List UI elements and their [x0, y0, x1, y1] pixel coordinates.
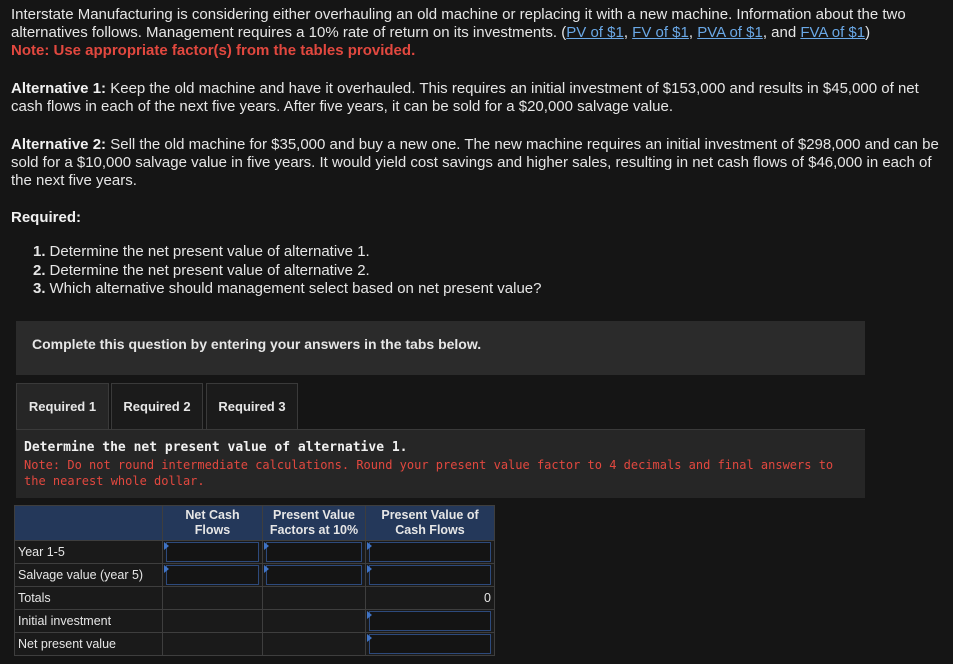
empty-cell	[263, 587, 366, 610]
table-row	[15, 541, 495, 564]
alternative-2	[11, 136, 939, 190]
required-heading: Required:	[11, 209, 82, 226]
header-pv-factors: Present Value Factors at 10%	[263, 506, 366, 541]
intro-note: Note: Use appropriate factor(s) from the tables provided.	[11, 42, 416, 59]
header-net-cash-flows: Net Cash Flows	[163, 506, 263, 541]
table-row	[15, 587, 495, 610]
empty-cell	[163, 633, 263, 656]
initial-investment-input[interactable]	[366, 610, 495, 633]
table-row	[15, 633, 495, 656]
link-pv[interactable]: PV of $1	[566, 24, 624, 41]
alternative-1	[11, 80, 939, 116]
cash-flow-input[interactable]	[163, 564, 263, 587]
required-list	[33, 243, 541, 299]
table-row	[15, 564, 495, 587]
tab-required-1[interactable]: Required 1	[16, 383, 109, 430]
pv-cash-flow-input[interactable]	[366, 564, 495, 587]
intro-text: Interstate Manufacturing is considering either overhauling an old machine or replacing it with a new machine. Information about the two alternatives follows. Management requires a 10% rate of return on its investments. (	[11, 6, 906, 41]
row-label: Net present value	[15, 633, 163, 656]
intro-paragraph: Interstate Manufacturing is considering either overhauling an old machine or replacing it with a new machine. Information about the two alternatives follows. Management requires a 10% rate of return on its investments. (PV of $1, FV of $1, PVA of $1, and FVA of $1) Note: Use appropriate factor(s) from the tables provided.	[11, 6, 906, 59]
pv-factor-input[interactable]	[263, 541, 366, 564]
link-fv[interactable]: FV of $1	[632, 24, 689, 41]
empty-cell	[263, 610, 366, 633]
row-label: Year 1-5	[15, 541, 163, 564]
npv-input[interactable]	[366, 633, 495, 656]
cash-flow-input[interactable]	[163, 541, 263, 564]
pv-cash-flow-input[interactable]	[366, 541, 495, 564]
totals-value: 0	[366, 587, 495, 610]
instruction-banner: Complete this question by entering your answers in the tabs below.	[16, 321, 865, 375]
link-pva[interactable]: PVA of $1	[697, 24, 763, 41]
row-label: Initial investment	[15, 610, 163, 633]
header-blank	[15, 506, 163, 541]
required-item: 3. Which alternative should management select based on net present value?	[33, 280, 542, 297]
npv-table	[14, 505, 495, 656]
row-label: Salvage value (year 5)	[15, 564, 163, 587]
table-row	[15, 610, 495, 633]
question-panel	[16, 429, 865, 498]
empty-cell	[163, 610, 263, 633]
row-label: Totals	[15, 587, 163, 610]
empty-cell	[263, 633, 366, 656]
link-fva[interactable]: FVA of $1	[800, 24, 866, 41]
alt2-text: Sell the old machine for $35,000 and buy a new one. The new machine requires an initial investment of $298,000 and can be sold for a $10,000 salvage value in five years. It would yield cost savings and higher sales, resulting in net cash flows of $46,000 in each of the next five years.	[11, 136, 939, 189]
tab-required-2[interactable]: Required 2	[111, 383, 203, 430]
header-pv-cash-flows: Present Value of Cash Flows	[366, 506, 495, 541]
tab-required-3[interactable]: Required 3	[206, 383, 298, 430]
alt1-label: Alternative 1:	[11, 80, 107, 97]
pv-factor-input[interactable]	[263, 564, 366, 587]
panel-question: Determine the net present value of alternative 1.	[24, 440, 408, 455]
alt1-text: Keep the old machine and have it overhauled. This requires an initial investment of $153,000 and results in $45,000 of net cash flows in each of the next five years. After five years, it can be sold for a $20,000 salvage value.	[11, 80, 919, 115]
alt2-label: Alternative 2:	[11, 136, 107, 153]
panel-note: Note: Do not round intermediate calculations. Round your present value factor to 4 decimals and final answers to the nearest whole dollar.	[24, 458, 834, 488]
required-item: 2. Determine the net present value of alternative 2.	[33, 261, 370, 279]
required-item: 1. Determine the net present value of alternative 1.	[33, 243, 370, 260]
empty-cell	[163, 587, 263, 610]
